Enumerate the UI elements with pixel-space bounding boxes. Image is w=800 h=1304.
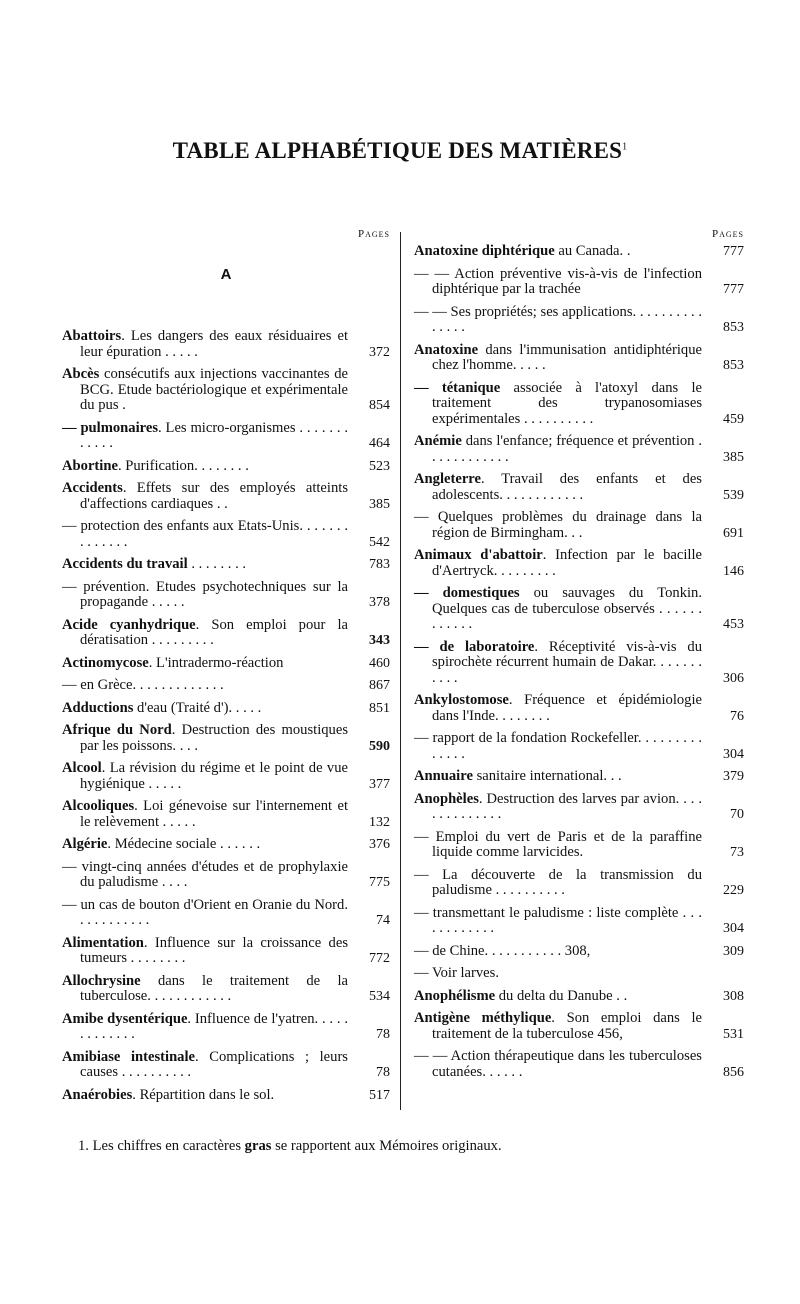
entry-text: . Fréquence et épidémiologie dans l'Inde. . . . . . . .	[432, 692, 702, 724]
entry-page-number: 853	[723, 358, 744, 373]
entry-keyword: Animaux d'abattoir	[414, 547, 543, 563]
entry-text: — vingt-cinq années d'études et de prophylaxie du paludisme . . . .	[62, 858, 348, 890]
entry-page-number: 78	[376, 1065, 390, 1080]
entry-keyword: Anaérobies	[62, 1086, 133, 1103]
index-entry	[414, 640, 744, 687]
entry-text: . Complications ; leurs causes . . . . . . . . . .	[80, 1048, 348, 1080]
entry-keyword: Accidents	[62, 480, 123, 496]
entry-keyword: Anophèles	[414, 790, 479, 807]
entry-page-number: 78	[376, 1027, 390, 1042]
index-entry	[62, 723, 390, 754]
footnote-number: 1.	[78, 1138, 89, 1154]
entry-text: — transmettant le paludisme : liste complète . . . . . . . . . . . .	[414, 904, 702, 936]
entry-keyword: Abcès	[62, 366, 100, 382]
entry-text: d'eau (Traité d'). . . . .	[133, 699, 262, 716]
entry-text: associée à l'atoxyl dans le traitement des trypanosomiases expérimentales . . . . . . . . . .	[432, 379, 702, 427]
index-entry	[414, 343, 744, 374]
entry-page-number: 853	[723, 320, 744, 335]
entry-page-number: 590	[369, 738, 390, 754]
entry-page-number: 517	[369, 1087, 390, 1103]
entry-page-number: 856	[723, 1064, 744, 1080]
entry-text: . Réceptivité vis-à-vis du spirochète récurrent humain de Dakar. . . . . . . . . . .	[432, 638, 702, 686]
pages-header-left: Pages	[357, 228, 390, 240]
entry-text: sanitaire international. . .	[472, 768, 622, 784]
entry-text: — La découverte de la transmission du paludisme . . . . . . . . . .	[414, 866, 702, 898]
title-footnote-mark: 1	[622, 141, 628, 153]
entry-page-number: 304	[723, 921, 744, 936]
entry-text: . Destruction des larves par avion. . . . . . . . . . . . . .	[432, 790, 702, 822]
entry-text: . L'intradermo-réaction	[148, 654, 284, 671]
entry-keyword: Anatoxine diphtérique	[414, 243, 555, 259]
entry-keyword: Alcooliques	[62, 798, 135, 814]
entry-page-number: 379	[723, 769, 744, 784]
entry-keyword: Annuaire	[414, 768, 473, 784]
entry-keyword: — tétanique	[414, 379, 501, 396]
index-entry	[62, 761, 390, 792]
index-entry	[62, 974, 390, 1005]
entry-text: . Travail des enfants et des adolescents. . . . . . . . . . . .	[432, 471, 702, 503]
index-entry	[62, 481, 390, 512]
index-entry	[62, 329, 390, 360]
index-entry	[414, 830, 744, 861]
entry-keyword: — pulmonaires	[62, 419, 159, 436]
entry-page-number: 132	[369, 814, 390, 830]
entry-text: . Loi génevoise sur l'internement et le relèvement . . . . .	[80, 798, 348, 830]
index-entry	[414, 244, 744, 260]
index-entry	[62, 459, 390, 475]
column-divider	[400, 232, 401, 1110]
index-entry	[62, 1088, 390, 1104]
entry-text: . Infection par le bacille d'Aertryck. . . . . . . . .	[432, 547, 702, 579]
entry-keyword: Amibiase intestinale	[62, 1048, 196, 1065]
entry-text: . Destruction des moustiques par les poissons. . . .	[80, 722, 348, 754]
entry-page-number: 542	[369, 534, 390, 550]
index-entry	[414, 1011, 744, 1042]
index-entry	[62, 421, 390, 452]
index-entry	[62, 678, 390, 694]
entry-keyword: — de laboratoire	[414, 638, 535, 655]
entry-text: du delta du Danube . .	[495, 987, 628, 1004]
index-entry	[62, 618, 390, 649]
entry-keyword: Alcool	[62, 760, 102, 776]
entry-page-number: 70	[730, 807, 744, 822]
entry-text: . . . . . . . .	[187, 556, 247, 572]
left-column	[62, 228, 390, 1110]
entry-text: ou sauvages du Tonkin. Quelques cas de tuberculose observés . . . . . . . . . . . .	[432, 585, 702, 632]
entry-text: — — Action thérapeutique dans les tuberculoses cutanées. . . . . .	[414, 1048, 702, 1080]
index-entry	[414, 472, 744, 503]
index-entry	[414, 769, 744, 785]
entry-text: . Influence de l'yatren. . . . . . . . . . . . .	[80, 1010, 348, 1042]
entry-keyword: Allochrysine	[62, 972, 141, 989]
entry-page-number: 304	[723, 746, 744, 762]
entry-page-number: 376	[369, 837, 390, 852]
entry-keyword: Alimentation	[62, 934, 144, 951]
entry-text: . Répartition dans le sol.	[132, 1086, 275, 1103]
index-entry	[62, 557, 390, 573]
entry-text: . Les dangers des eaux résiduaires et leur épuration . . . . .	[80, 328, 348, 360]
entry-text: dans l'immunisation antidiphtérique chez l'homme. . . . .	[432, 341, 702, 373]
index-entry	[62, 367, 390, 414]
entry-text: . Influence sur la croissance des tumeurs . . . . . . . .	[80, 934, 348, 966]
entry-text: — Voir larves.	[414, 965, 499, 981]
right-entry-list	[414, 244, 744, 1080]
entry-text: — en Grèce. . . . . . . . . . . . .	[62, 677, 224, 693]
index-entry	[414, 731, 744, 762]
entry-page-number: 783	[369, 557, 390, 572]
footnote	[78, 1138, 758, 1155]
entry-page-number: 772	[369, 951, 390, 966]
index-entry	[62, 1012, 390, 1043]
entry-page-number: 534	[369, 989, 390, 1004]
index-entry	[414, 381, 744, 428]
entry-keyword: Abattoirs	[62, 328, 122, 344]
index-entry	[414, 868, 744, 899]
index-entry	[414, 906, 744, 937]
entry-page-number: 146	[723, 563, 744, 579]
index-entry	[414, 510, 744, 541]
entry-keyword: Algérie	[62, 836, 108, 852]
page-title	[0, 138, 800, 164]
entry-page-number: 777	[723, 244, 744, 259]
index-entry	[414, 966, 744, 982]
entry-text: — — Ses propriétés; ses applications. . . . . . . . . . . . . . .	[414, 303, 702, 335]
entry-page-number: 775	[369, 875, 390, 890]
entry-keyword: Accidents du travail	[62, 556, 188, 572]
entry-page-number: 854	[369, 398, 390, 413]
entry-text: . Son emploi dans le traitement de la tuberculose 456,	[432, 1010, 702, 1042]
entry-page-number: 308	[723, 988, 744, 1004]
entry-keyword: Adductions	[62, 699, 134, 716]
index-entry	[414, 548, 744, 579]
index-entry	[414, 434, 744, 465]
index-entry	[62, 701, 390, 717]
entry-text: au Canada. .	[554, 243, 631, 259]
entry-page-number: 378	[369, 595, 390, 610]
entry-text: . La révision du régime et le point de vue hygiénique . . . . .	[80, 760, 348, 792]
entry-page-number: 73	[730, 845, 744, 860]
entry-keyword: Anatoxine	[414, 341, 479, 358]
entry-page-number: 531	[723, 1026, 744, 1042]
index-entry	[62, 860, 390, 891]
index-entry	[414, 989, 744, 1005]
entry-keyword: Amibe dysentérique	[62, 1010, 188, 1027]
entry-text: dans le traitement de la tuberculose. . . . . . . . . . . .	[80, 972, 348, 1004]
entry-page-number: 306	[723, 670, 744, 686]
entry-page-number: 777	[723, 282, 744, 297]
entry-text: — rapport de la fondation Rockefeller. . . . . . . . . . . . . .	[414, 730, 702, 762]
index-entry	[414, 944, 744, 960]
entry-text: . Purification. . . . . . . .	[117, 457, 249, 474]
entry-page-number: 343	[369, 633, 390, 648]
entry-text: consécutifs aux injections vaccinantes de BCG. Etude bactériologique et expérimentale du pus .	[80, 366, 348, 413]
left-entry-list	[62, 329, 390, 1103]
pages-header-right: Pages	[711, 228, 744, 240]
entry-text: — un cas de bouton d'Orient en Oranie du Nord. . . . . . . . . . .	[62, 896, 348, 928]
entry-page-number: 229	[723, 883, 744, 898]
entry-page-number: 523	[369, 458, 390, 474]
entry-keyword: Acide cyanhydrique	[62, 616, 196, 633]
footnote-bold-word: gras	[244, 1138, 272, 1154]
title-text: TABLE ALPHABÉTIQUE DES MATIÈRES	[172, 138, 623, 163]
right-column	[414, 228, 744, 1087]
index-entry	[62, 580, 390, 611]
entry-keyword: Antigène méthylique	[414, 1010, 552, 1026]
entry-page-number: 460	[369, 655, 390, 671]
entry-text: — prévention. Etudes psychotechniques sur la propagande . . . . .	[62, 578, 348, 610]
entry-keyword: Anophélisme	[414, 987, 496, 1004]
entry-page-number: 453	[723, 617, 744, 632]
entry-keyword: Abortine	[62, 457, 118, 474]
entry-text: — Emploi du vert de Paris et de la paraffine liquide comme larvicides.	[414, 828, 702, 860]
index-entry	[62, 936, 390, 967]
entry-text: . Les micro-organismes . . . . . . . . . . . .	[80, 419, 349, 451]
entry-page-number: 377	[369, 776, 390, 792]
entry-text: dans l'enfance; fréquence et prévention . . . . . . . . . . . .	[432, 433, 702, 465]
index-entry	[62, 799, 390, 830]
entry-page-number: 691	[723, 525, 744, 541]
index-entry	[414, 305, 744, 336]
index-entry	[62, 837, 390, 853]
index-entry	[414, 1049, 744, 1080]
entry-page-number: 385	[723, 449, 744, 465]
entry-page-number: 74	[376, 913, 390, 928]
entry-page-number: 851	[369, 700, 390, 716]
footnote-text-b: se rapportent aux Mémoires originaux.	[271, 1138, 502, 1154]
entry-page-number: 385	[369, 496, 390, 512]
footnote-text-a: Les chiffres en caractères	[88, 1138, 245, 1154]
index-entry	[62, 519, 390, 550]
entry-keyword: Angleterre	[414, 471, 481, 487]
entry-page-number: 464	[369, 436, 390, 451]
entry-keyword: Actinomycose	[62, 654, 149, 671]
entry-text: . Médecine sociale . . . . . .	[107, 836, 261, 852]
index-entry	[62, 1050, 390, 1081]
index-entry	[62, 656, 390, 672]
section-letter: A	[220, 266, 232, 283]
index-entry	[414, 267, 744, 298]
entry-text: — Quelques problèmes du drainage dans la région de Birmingham. . .	[414, 509, 702, 541]
entry-keyword: — domestiques	[414, 585, 520, 601]
index-entry	[62, 898, 390, 929]
index-entry	[414, 586, 744, 633]
index-entry	[414, 792, 744, 823]
entry-keyword: Ankylostomose	[414, 692, 509, 708]
entry-page-number: 539	[723, 487, 744, 503]
entry-keyword: Anémie	[414, 433, 462, 449]
index-entry	[414, 693, 744, 724]
entry-page-number: 76	[730, 708, 744, 724]
entry-page-number: 309	[723, 943, 744, 959]
entry-text: . Son emploi pour la dératisation . . . . . . . . .	[80, 616, 348, 648]
entry-text: — protection des enfants aux Etats-Unis. . . . . . . . . . . . . .	[62, 518, 348, 550]
entry-text: — de Chine. . . . . . . . . . . 308,	[414, 942, 591, 959]
entry-text: — — Action préventive vis-à-vis de l'infection diphtérique par la trachée	[414, 265, 702, 297]
entry-page-number: 867	[369, 678, 390, 693]
entry-text: . Effets sur des employés atteints d'affections cardiaques . .	[80, 480, 348, 512]
entry-page-number: 372	[369, 344, 390, 360]
entry-keyword: Afrique du Nord	[62, 722, 172, 738]
entry-page-number: 459	[723, 411, 744, 427]
